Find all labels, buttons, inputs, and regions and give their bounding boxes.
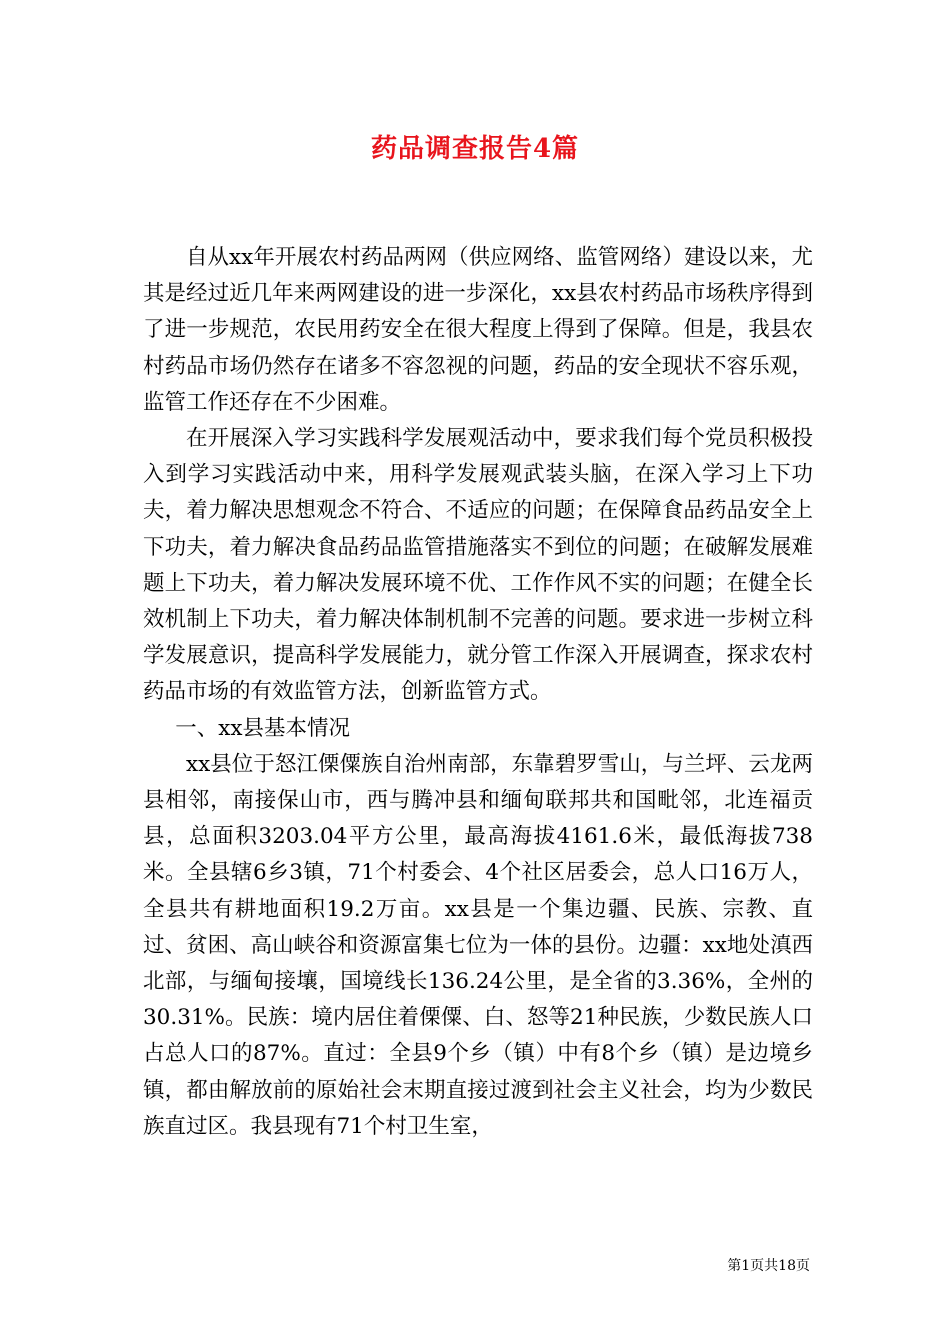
paragraph-county-overview: xx县位于怒江傈僳族自治州南部，东靠碧罗雪山，与兰坪、云龙两县相邻，南接保山市，西与腾冲县和缅甸联邦共和国毗邻，北连福贡县，总面积3203.04平方公里，最高海拔4161.6米，最低海拔738米。全县辖6乡3镇，71个村委会、4个社区居委会，总人口16万人，全县共有耕地面积19.2万亩。xx县是一个集边疆、民族、宗教、直过、贫困、高山峡谷和资源富集七位为一体的县份。边疆：xx地处滇西北部，与缅甸接壤，国境线长136.24公里，是全省的3.36%，全州的30.31%。民族：境内居住着傈僳、白、怒等21种民族，少数民族人口占总人口的87%。直过：全县9个乡（镇）中有8个乡（镇）是边境乡镇，都由解放前的原始社会末期直接过渡到社会主义社会，均为少数民族直过区。我县现有71个村卫生室， [143,751,813,1139]
paragraph-intro: 自从xx年开展农村药品两网（供应网络、监管网络）建设以来，尤其是经过近几年来两网建设的进一步深化，xx县农村药品市场秩序得到了进一步规范，农民用药安全在很大程度上得到了保障。但是，我县农村药品市场仍然存在诸多不容忽视的问题，药品的安全现状不容乐观，监管工作还存在不少困难。 [143,245,813,415]
document-title: 药品调查报告4篇 [370,134,580,164]
paragraph-study-activity: 在开展深入学习实践科学发展观活动中，要求我们每个党员积极投入到学习实践活动中来，用科学发展观武装头脑，在深入学习上下功夫，着力解决思想观念不符合、不适应的问题；在保障食品药品安全上下功夫，着力解决食品药品监管措施落实不到位的问题；在破解发展难题上下功夫，着力解决发展环境不优、工作作风不实的问题；在健全长效机制上下功夫，着力解决体制机制不完善的问题。要求进一步树立科学发展意识，提高科学发展能力，就分管工作深入开展调查，探求农村药品市场的有效监管方法，创新监管方式。 [143,426,813,705]
document-body [143,240,813,1145]
section-heading-basic-info: 一、xx县基本情况 [175,715,351,741]
page-number-footer: 第1页共18页 [727,1258,810,1274]
